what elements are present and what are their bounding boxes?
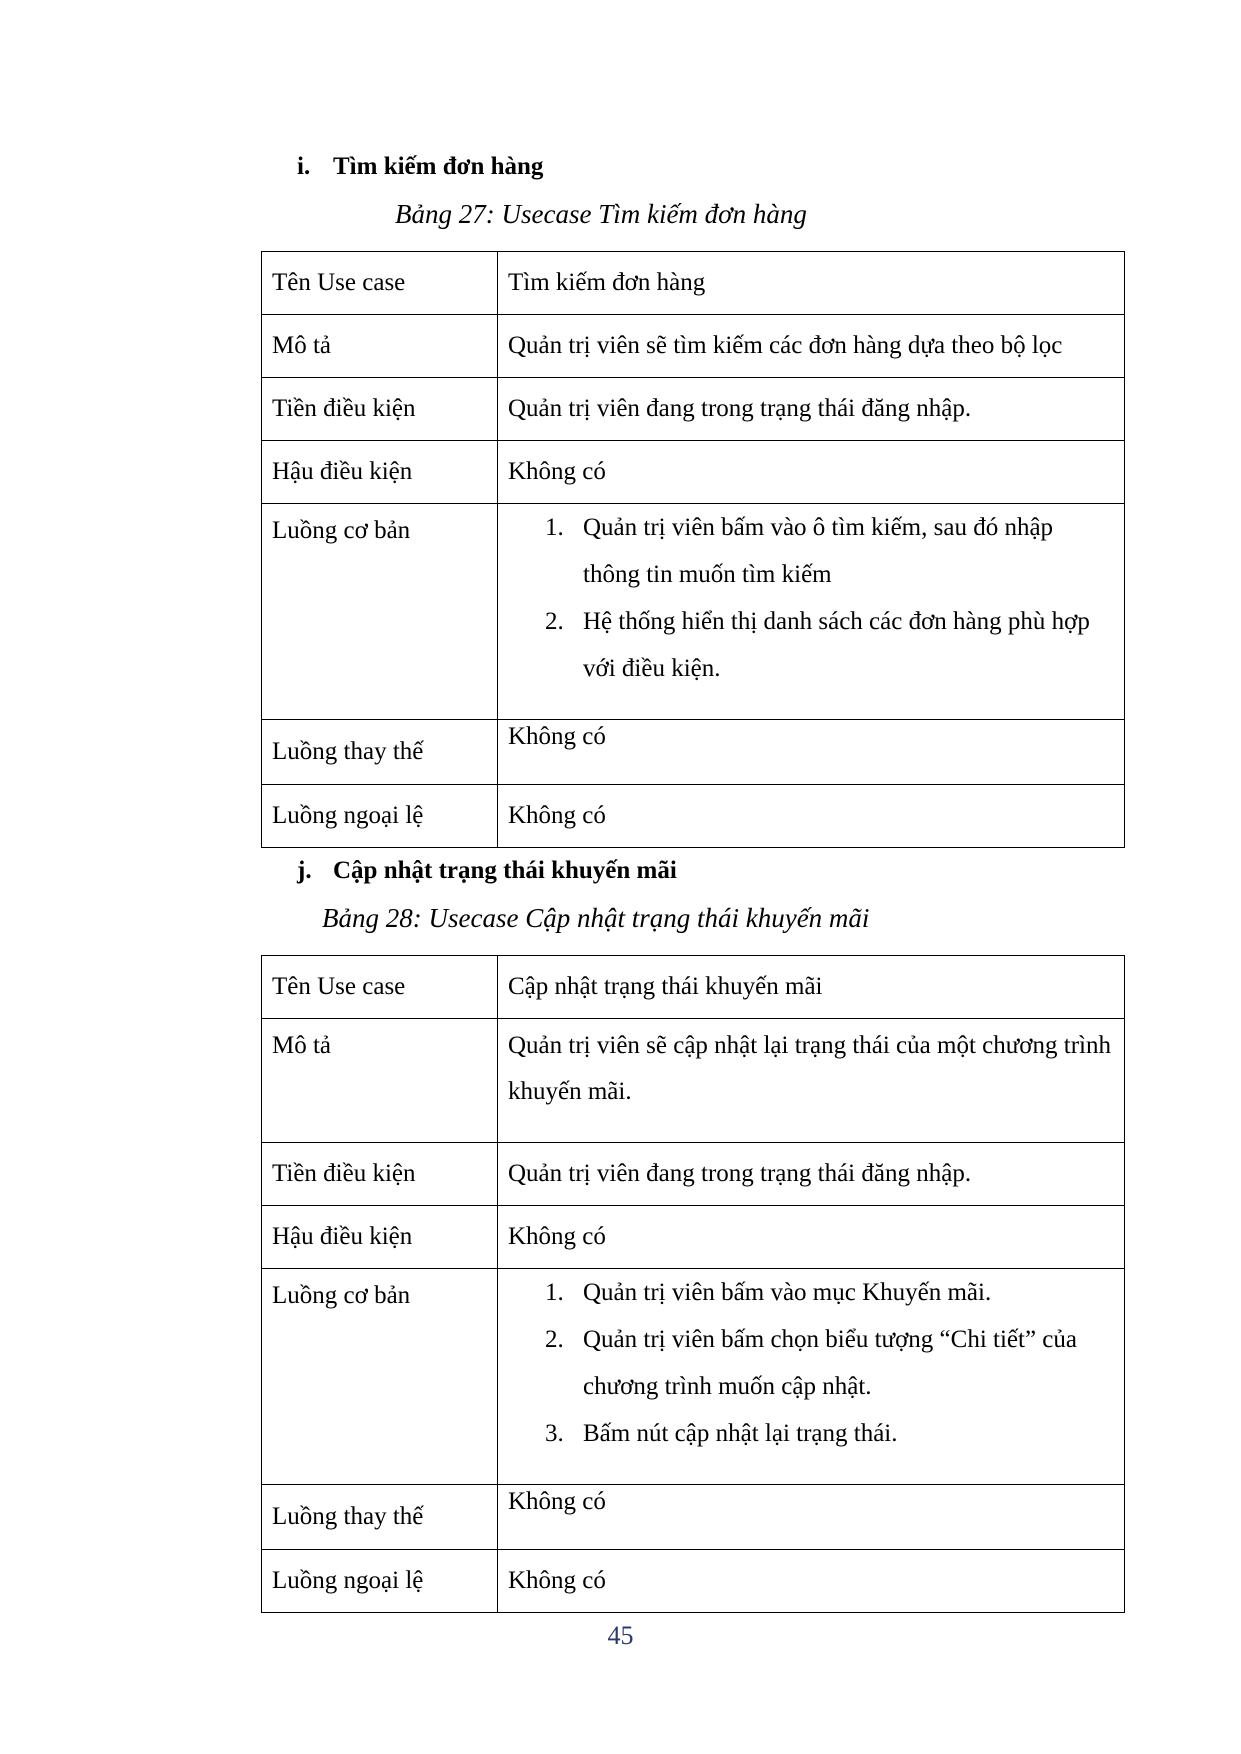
row-value: Không có <box>498 720 1125 785</box>
row-key: Mô tả <box>262 1019 498 1143</box>
row-value: Quản trị viên sẽ cập nhật lại trạng thái của một chương trình khuyến mãi. <box>498 1019 1125 1143</box>
table-row <box>262 785 1125 848</box>
table-row <box>262 1206 1125 1269</box>
row-key: Luồng thay thế <box>262 720 498 785</box>
row-value-steps <box>498 1269 1125 1485</box>
step-text: Quản trị viên bấm vào ô tìm kiếm, sau đó nhập thông tin muốn tìm kiếm <box>583 514 1054 588</box>
list-item <box>508 504 1114 598</box>
table-caption-27: Bảng 27: Usecase Tìm kiếm đơn hàng <box>395 199 807 229</box>
row-value: Quản trị viên đang trong trạng thái đăng nhập. <box>498 378 1125 441</box>
section-label-j: j. <box>297 857 312 884</box>
table-row <box>262 956 1125 1019</box>
row-key: Tên Use case <box>262 252 498 315</box>
table-caption-28: Bảng 28: Usecase Cập nhật trạng thái khuyến mãi <box>322 903 870 933</box>
usecase-table-28 <box>261 955 1125 1613</box>
section-heading-j <box>297 856 677 886</box>
step-text: Bấm nút cập nhật lại trạng thái. <box>583 1420 898 1447</box>
table-row <box>262 378 1125 441</box>
step-text: Hệ thống hiển thị danh sách các đơn hàng phù hợp với điều kiện. <box>583 608 1090 682</box>
list-item <box>508 1316 1114 1410</box>
table-row <box>262 1550 1125 1613</box>
row-key: Luồng ngoại lệ <box>262 1550 498 1613</box>
table-row <box>262 1269 1125 1485</box>
step-text: Quản trị viên bấm vào mục Khuyến mãi. <box>583 1279 992 1306</box>
step-number: 1. <box>545 1279 564 1306</box>
row-value: Không có <box>498 785 1125 848</box>
list-item <box>508 598 1114 692</box>
row-key: Tiền điều kiện <box>262 378 498 441</box>
step-number: 2. <box>545 608 564 635</box>
table-row <box>262 1143 1125 1206</box>
row-value: Quản trị viên đang trong trạng thái đăng nhập. <box>498 1143 1125 1206</box>
section-title-i: Tìm kiếm đơn hàng <box>333 153 544 180</box>
row-value: Tìm kiếm đơn hàng <box>498 252 1125 315</box>
row-key: Hậu điều kiện <box>262 441 498 504</box>
section-heading-i <box>297 152 543 182</box>
row-value: Không có <box>498 441 1125 504</box>
row-value: Không có <box>498 1206 1125 1269</box>
row-key: Luồng thay thế <box>262 1485 498 1550</box>
row-key: Hậu điều kiện <box>262 1206 498 1269</box>
step-number: 1. <box>545 514 564 541</box>
table-row <box>262 1485 1125 1550</box>
section-label-i: i. <box>297 153 311 180</box>
table-row <box>262 1019 1125 1143</box>
row-value: Cập nhật trạng thái khuyến mãi <box>498 956 1125 1019</box>
table-row <box>262 441 1125 504</box>
step-text: Quản trị viên bấm chọn biểu tượng “Chi tiết” của chương trình muốn cập nhật. <box>583 1326 1077 1400</box>
row-value: Không có <box>498 1550 1125 1613</box>
page-number: 45 <box>607 1621 634 1650</box>
basic-flow-list <box>508 504 1114 692</box>
row-key: Mô tả <box>262 315 498 378</box>
step-number: 3. <box>545 1420 564 1447</box>
row-key: Tiền điều kiện <box>262 1143 498 1206</box>
table-row <box>262 720 1125 785</box>
row-value: Quản trị viên sẽ tìm kiếm các đơn hàng dựa theo bộ lọc <box>498 315 1125 378</box>
row-key: Luồng ngoại lệ <box>262 785 498 848</box>
table-row <box>262 504 1125 720</box>
list-item <box>508 1410 1114 1457</box>
table-row <box>262 252 1125 315</box>
section-title-j: Cập nhật trạng thái khuyến mãi <box>333 857 677 884</box>
row-key: Tên Use case <box>262 956 498 1019</box>
row-key: Luồng cơ bản <box>262 1269 498 1485</box>
row-key: Luồng cơ bản <box>262 504 498 720</box>
table-row <box>262 315 1125 378</box>
row-value: Không có <box>498 1485 1125 1550</box>
step-number: 2. <box>545 1326 564 1353</box>
basic-flow-list <box>508 1269 1114 1457</box>
list-item <box>508 1269 1114 1316</box>
row-value-steps <box>498 504 1125 720</box>
usecase-table-27 <box>261 251 1125 848</box>
